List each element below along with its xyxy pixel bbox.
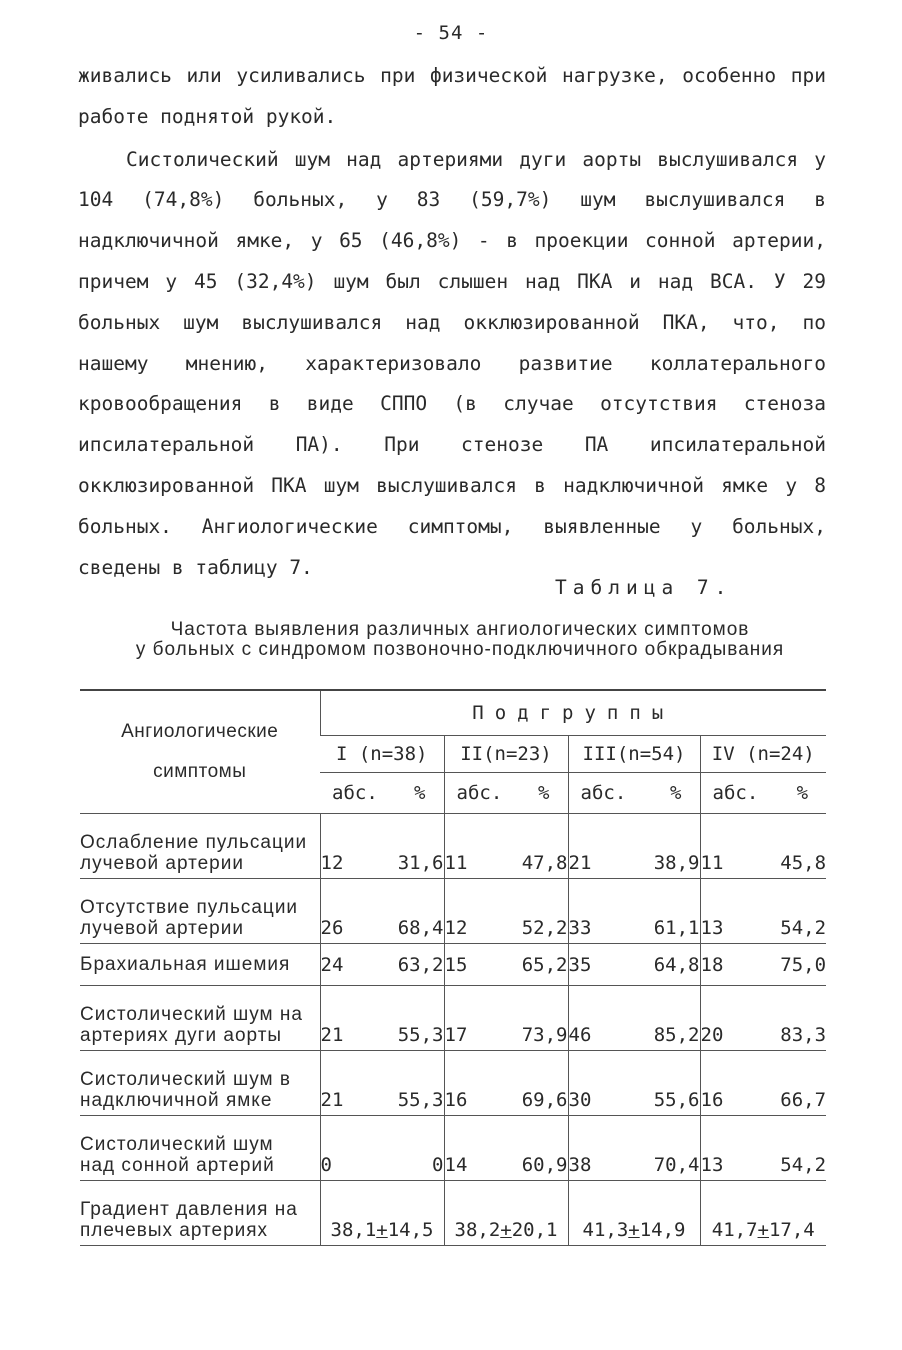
symptom-cell	[80, 944, 320, 986]
group-header: IV (n=24)	[700, 736, 826, 773]
abs-value: 13	[700, 1154, 724, 1176]
symptom-label: плечевых артериях	[80, 1220, 269, 1241]
pct-value: 54,2	[780, 1154, 827, 1176]
abs-value: 11	[700, 852, 724, 874]
abs-value: 14	[444, 1154, 468, 1176]
unit-header	[444, 773, 568, 814]
value-cell	[700, 1051, 826, 1116]
abs-value: 12	[320, 852, 344, 874]
unit-header	[320, 773, 444, 814]
table-row	[80, 814, 826, 879]
pct-value: 73,9	[521, 1024, 568, 1046]
pct-value: 83,3	[780, 1024, 827, 1046]
unit-header	[700, 773, 826, 814]
gradient-mean: 38,1	[330, 1219, 377, 1241]
pct-value: 52,2	[521, 917, 568, 939]
table-header-row	[80, 690, 826, 736]
value-cell	[700, 879, 826, 944]
gradient-mean: 41,7	[711, 1219, 758, 1241]
symptom-label: лучевой артерии	[80, 918, 244, 939]
pct-value: 69,6	[521, 1089, 568, 1111]
gradient-row	[80, 1181, 826, 1246]
unit-header	[568, 773, 700, 814]
value-cell	[700, 814, 826, 879]
table-row	[80, 1116, 826, 1181]
abs-value: 35	[568, 953, 592, 976]
pct-value: 47,8	[521, 852, 568, 874]
pct-label: %	[796, 782, 809, 804]
abs-value: 11	[444, 852, 468, 874]
group-header: I (n=38)	[320, 736, 444, 773]
gradient-sd: 17,4	[768, 1219, 815, 1241]
abs-value: 21	[320, 1024, 344, 1046]
pct-value: 63,2	[397, 953, 444, 976]
symptom-cell	[80, 1116, 320, 1181]
value-cell	[568, 1051, 700, 1116]
value-cell	[700, 986, 826, 1051]
symptom-label: надключичной ямке	[80, 1090, 273, 1111]
table-body	[80, 814, 826, 1246]
caption-line: у больных с синдромом позвоночно-подключичного обкрадывания	[135, 639, 785, 660]
symptom-label: Брахиальная ишемия	[80, 954, 291, 975]
symptom-cell	[80, 814, 320, 879]
value-cell	[700, 1116, 826, 1181]
pct-value: 55,6	[653, 1089, 700, 1111]
symptoms-column-header: Ангиологические симптомы	[80, 690, 320, 814]
value-cell	[444, 879, 568, 944]
gradient-value-cell	[700, 1181, 826, 1246]
paragraph-continuation: живались или усиливались при физической нагрузке, особенно при работе поднятой рукой.	[78, 64, 826, 128]
value-cell	[320, 944, 444, 986]
value-cell	[568, 986, 700, 1051]
value-cell	[320, 879, 444, 944]
table-row	[80, 1051, 826, 1116]
gradient-sd: 14,5	[387, 1219, 434, 1241]
symptom-cell	[80, 1181, 320, 1246]
abs-value: 46	[568, 1024, 592, 1046]
abs-value: 12	[444, 917, 468, 939]
value-cell	[444, 1116, 568, 1181]
table-label: Таблица 7.	[555, 576, 733, 599]
symptom-label: Систолический шум в	[80, 1069, 291, 1090]
gradient-value-cell	[320, 1181, 444, 1246]
pct-value: 55,3	[397, 1089, 444, 1111]
table-caption	[60, 620, 860, 660]
group-header: III(n=54)	[568, 736, 700, 773]
gradient-value-cell	[568, 1181, 700, 1246]
value-cell	[444, 814, 568, 879]
abs-value: 16	[700, 1089, 724, 1111]
value-cell	[700, 944, 826, 986]
pct-value: 85,2	[653, 1024, 700, 1046]
pct-value: 38,9	[653, 852, 700, 874]
symptom-label: артериях дуги аорты	[80, 1025, 283, 1046]
abs-label: абс.	[456, 782, 503, 804]
gradient-mean: 41,3	[582, 1219, 629, 1241]
abs-value: 0	[320, 1154, 332, 1176]
symptom-cell	[80, 879, 320, 944]
plus-minus-sign: +	[628, 1219, 640, 1241]
symptom-cell	[80, 1051, 320, 1116]
pct-label: %	[538, 782, 550, 804]
pct-value: 75,0	[780, 953, 827, 976]
pct-label: %	[670, 782, 682, 804]
abs-value: 17	[444, 1024, 468, 1046]
abs-value: 38	[568, 1154, 592, 1176]
table-row	[80, 986, 826, 1051]
symptom-label: Ослабление пульсации	[80, 832, 308, 853]
value-cell	[444, 944, 568, 986]
subgroups-header: Подгруппы	[320, 690, 826, 736]
plus-minus-sign: +	[500, 1219, 512, 1241]
body-text	[78, 56, 826, 588]
value-cell	[444, 986, 568, 1051]
pct-value: 31,6	[397, 852, 444, 874]
value-cell	[568, 814, 700, 879]
pct-value: 61,1	[653, 917, 700, 939]
pct-value: 68,4	[397, 917, 444, 939]
abs-value: 24	[320, 953, 344, 976]
abs-label: абс.	[332, 782, 378, 804]
caption-line: Частота выявления различных ангиологических симптомов	[170, 619, 750, 640]
value-cell	[568, 1116, 700, 1181]
symptom-label: над сонной артерий	[80, 1155, 275, 1176]
symptom-label: Систолический шум	[80, 1134, 274, 1155]
abs-label: абс.	[580, 782, 627, 804]
symptom-cell	[80, 986, 320, 1051]
plus-minus-sign: +	[376, 1219, 388, 1241]
abs-label: абс.	[712, 782, 759, 804]
abs-value: 16	[444, 1089, 468, 1111]
pct-value: 54,2	[780, 917, 827, 939]
value-cell	[320, 1116, 444, 1181]
paragraph: Систолический шум над артериями дуги аорты выслушивался у 104 (74,8%) больных, у 83 (59,7%) шум выслушивался в надключичной ямке, у 65 (46,8%) - в проекции сонной артерии, причем у 45 (32,4%) шум был слышен над ПКА и над ВСА. У 29 больных шум выслушивался над окклюзированной ПКА, что, по нашему мнению, характеризовало развитие коллатерального кровообращения в виде СППО (в случае отсутствия стеноза ипсилатеральной ПА). При стенозе ПА ипсилатеральной окклюзированной ПКА шум выслушивался в надключичной ямке у 8 больных. Ангиологические симптомы, выявленные у больных, сведены в таблицу 7.	[78, 147, 826, 579]
abs-value: 21	[320, 1089, 344, 1111]
pct-value: 45,8	[780, 852, 827, 874]
table-row	[80, 944, 826, 986]
value-cell	[444, 1051, 568, 1116]
pct-value: 65,2	[521, 953, 568, 976]
abs-value: 20	[700, 1024, 724, 1046]
gradient-sd: 20,1	[511, 1219, 558, 1241]
symptom-label: лучевой артерии	[80, 853, 244, 874]
abs-value: 30	[568, 1089, 592, 1111]
abs-value: 21	[568, 852, 592, 874]
symptom-label: Отсутствие пульсации	[80, 897, 299, 918]
abs-value: 33	[568, 917, 592, 939]
abs-value: 15	[444, 953, 468, 976]
abs-value: 18	[700, 953, 724, 976]
group-header: II(n=23)	[444, 736, 568, 773]
gradient-value-cell	[444, 1181, 568, 1246]
pct-value: 0	[432, 1154, 444, 1176]
value-cell	[320, 986, 444, 1051]
pct-label: %	[414, 782, 426, 804]
pct-value: 60,9	[521, 1154, 568, 1176]
value-cell	[568, 879, 700, 944]
gradient-sd: 14,9	[639, 1219, 686, 1241]
pct-value: 70,4	[653, 1154, 700, 1176]
symptoms-table	[80, 689, 826, 1246]
symptom-label: Градиент давления на	[80, 1199, 298, 1220]
value-cell	[320, 1051, 444, 1116]
page-number: - 54 -	[413, 22, 489, 44]
value-cell	[568, 944, 700, 986]
pct-value: 55,3	[397, 1024, 444, 1046]
value-cell	[320, 814, 444, 879]
symptom-label: Систолический шум на	[80, 1004, 303, 1025]
abs-value: 26	[320, 917, 344, 939]
pct-value: 64,8	[653, 953, 700, 976]
abs-value: 13	[700, 917, 724, 939]
gradient-mean: 38,2	[454, 1219, 501, 1241]
table-row	[80, 879, 826, 944]
plus-minus-sign: +	[757, 1219, 769, 1241]
pct-value: 66,7	[780, 1089, 827, 1111]
